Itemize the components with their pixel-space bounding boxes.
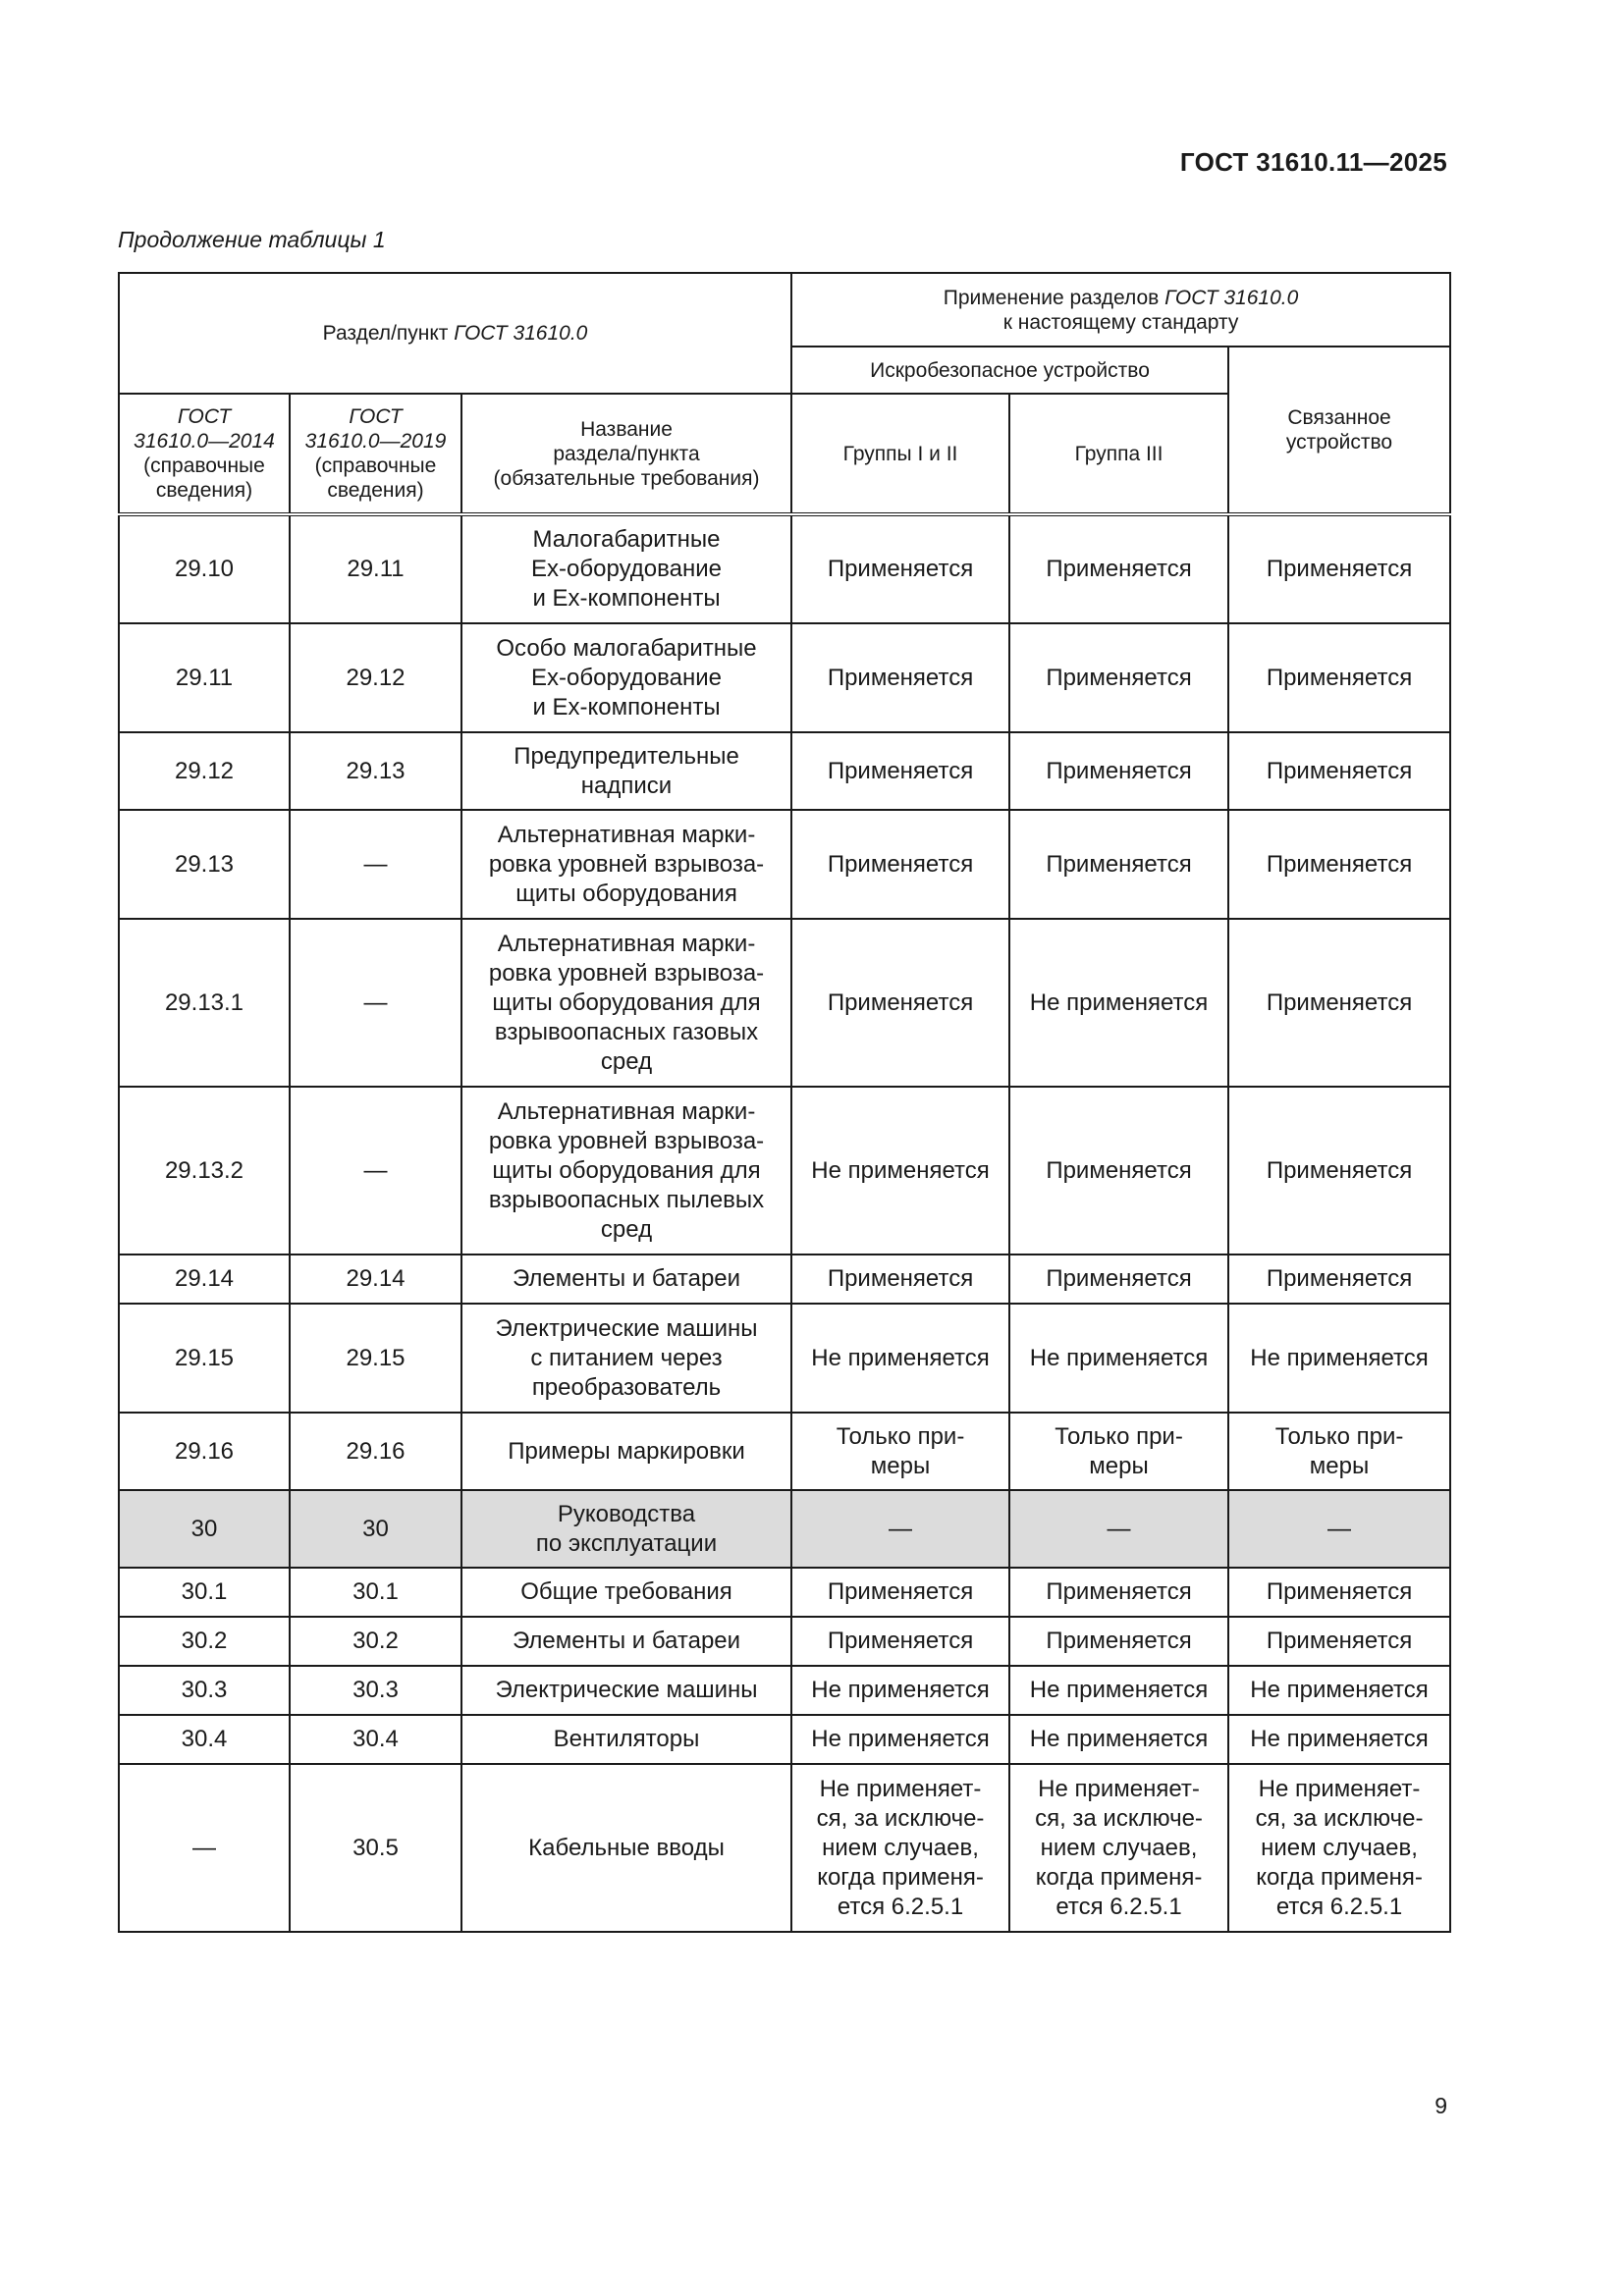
cell-2019: —: [290, 810, 461, 919]
cell-group-3: Не применяется: [1009, 1666, 1228, 1715]
header-application-prefix: Применение разделов: [943, 286, 1165, 309]
cell-2019: 29.14: [290, 1255, 461, 1304]
cell-2014: 30.4: [119, 1715, 290, 1764]
cell-name: Малогабаритные Ех-оборудование и Ех-компоненты: [461, 514, 791, 623]
cell-name: Элементы и батареи: [461, 1617, 791, 1666]
cell-2019: 29.11: [290, 514, 461, 623]
cell-associated: Применяется: [1228, 1568, 1450, 1617]
cell-groups-1-2: Применяется: [791, 919, 1009, 1087]
cell-groups-1-2: Применяется: [791, 1255, 1009, 1304]
cell-associated: Применяется: [1228, 1617, 1450, 1666]
cell-associated: Не применяет- ся, за исключе- нием случаев, когда применя- ется 6.2.5.1: [1228, 1764, 1450, 1932]
cell-2019: 30.5: [290, 1764, 461, 1932]
cell-name: Примеры маркировки: [461, 1413, 791, 1490]
table-row: [119, 919, 1450, 1087]
cell-name: Электрические машины с питанием через преобразователь: [461, 1304, 791, 1413]
cell-associated: Применяется: [1228, 514, 1450, 623]
table-row: [119, 1304, 1450, 1413]
table-row: [119, 1568, 1450, 1617]
table-row: [119, 1666, 1450, 1715]
cell-groups-1-2: Применяется: [791, 810, 1009, 919]
cell-group-3: Применяется: [1009, 1255, 1228, 1304]
cell-groups-1-2: Только при- меры: [791, 1413, 1009, 1490]
table-row: [119, 1490, 1450, 1568]
cell-2019: —: [290, 1087, 461, 1255]
cell-groups-1-2: Применяется: [791, 514, 1009, 623]
table-row: [119, 1617, 1450, 1666]
cell-groups-1-2: Не применяется: [791, 1304, 1009, 1413]
cell-groups-1-2: Применяется: [791, 732, 1009, 810]
cell-name: Вентиляторы: [461, 1715, 791, 1764]
cell-group-3: Применяется: [1009, 623, 1228, 732]
cell-group-3: Применяется: [1009, 1568, 1228, 1617]
cell-2014: 29.13: [119, 810, 290, 919]
cell-group-3: Не применяется: [1009, 1304, 1228, 1413]
table-row: [119, 810, 1450, 919]
cell-groups-1-2: —: [791, 1490, 1009, 1568]
header-associated-device: Связанное устройство: [1228, 347, 1450, 514]
header-col-2014-standard: ГОСТ 31610.0—2014: [134, 405, 275, 453]
cell-2019: 30.2: [290, 1617, 461, 1666]
cell-2019: 29.15: [290, 1304, 461, 1413]
header-application-group: [791, 273, 1450, 347]
cell-2019: 30.3: [290, 1666, 461, 1715]
table-row: [119, 1087, 1450, 1255]
table-row: [119, 514, 1450, 623]
cell-2019: 30.1: [290, 1568, 461, 1617]
table-row: [119, 1413, 1450, 1490]
header-section-standard: ГОСТ 31610.0: [454, 322, 588, 345]
cell-associated: Применяется: [1228, 919, 1450, 1087]
cell-2014: 30.3: [119, 1666, 290, 1715]
header-application-standard: ГОСТ 31610.0: [1164, 286, 1299, 309]
cell-2014: 29.15: [119, 1304, 290, 1413]
cell-associated: Применяется: [1228, 810, 1450, 919]
cell-2019: 30: [290, 1490, 461, 1568]
header-section-prefix: Раздел/пункт: [322, 322, 455, 345]
cell-2019: 29.16: [290, 1413, 461, 1490]
header-col-2019: [290, 394, 461, 514]
cell-name: Общие требования: [461, 1568, 791, 1617]
cell-name: Предупредительные надписи: [461, 732, 791, 810]
cell-associated: —: [1228, 1490, 1450, 1568]
cell-2014: 30: [119, 1490, 290, 1568]
cell-group-3: Не применяется: [1009, 1715, 1228, 1764]
cell-2014: 30.1: [119, 1568, 290, 1617]
cell-associated: Применяется: [1228, 1255, 1450, 1304]
table-body: [119, 514, 1450, 1932]
document-code: ГОСТ 31610.11—2025: [1179, 147, 1447, 177]
table-row: [119, 732, 1450, 810]
table-caption: Продолжение таблицы 1: [118, 227, 386, 252]
header-col-name: Название раздела/пункта (обязательные требования): [461, 394, 791, 514]
header-application-suffix: к настоящему стандарту: [1002, 310, 1239, 334]
header-col-2019-note: (справочные сведения): [314, 454, 437, 502]
table-row: [119, 1255, 1450, 1304]
cell-groups-1-2: Применяется: [791, 1568, 1009, 1617]
cell-name: Особо малогабаритные Ех-оборудование и Ех-компоненты: [461, 623, 791, 732]
cell-group-3: Применяется: [1009, 1617, 1228, 1666]
cell-2014: 29.13.1: [119, 919, 290, 1087]
cell-group-3: Не применяет- ся, за исключе- нием случаев, когда применя- ется 6.2.5.1: [1009, 1764, 1228, 1932]
cell-group-3: Не применяется: [1009, 919, 1228, 1087]
header-intrinsic-device: Искробезопасное устройство: [791, 347, 1228, 394]
cell-groups-1-2: Применяется: [791, 623, 1009, 732]
cell-groups-1-2: Не применяется: [791, 1087, 1009, 1255]
cell-group-3: Применяется: [1009, 1087, 1228, 1255]
table-row: [119, 1715, 1450, 1764]
cell-2014: 29.16: [119, 1413, 290, 1490]
cell-2014: —: [119, 1764, 290, 1932]
cell-2014: 29.13.2: [119, 1087, 290, 1255]
cell-groups-1-2: Применяется: [791, 1617, 1009, 1666]
cell-name: Альтернативная марки- ровка уровней взрывоза- щиты оборудования: [461, 810, 791, 919]
header-col-group-3: Группа III: [1009, 394, 1228, 514]
cell-2014: 29.10: [119, 514, 290, 623]
cell-associated: Применяется: [1228, 1087, 1450, 1255]
table-row: [119, 1764, 1450, 1932]
header-col-2014: [119, 394, 290, 514]
cell-group-3: Применяется: [1009, 732, 1228, 810]
cell-2019: 30.4: [290, 1715, 461, 1764]
cell-associated: Только при- меры: [1228, 1413, 1450, 1490]
cell-group-3: Только при- меры: [1009, 1413, 1228, 1490]
requirements-table: [118, 272, 1451, 1933]
cell-associated: Не применяется: [1228, 1304, 1450, 1413]
cell-2014: 30.2: [119, 1617, 290, 1666]
cell-associated: Не применяется: [1228, 1715, 1450, 1764]
cell-associated: Не применяется: [1228, 1666, 1450, 1715]
cell-group-3: Применяется: [1009, 514, 1228, 623]
cell-associated: Применяется: [1228, 732, 1450, 810]
cell-group-3: Применяется: [1009, 810, 1228, 919]
cell-2019: —: [290, 919, 461, 1087]
header-col-groups-1-2: Группы I и II: [791, 394, 1009, 514]
table-row: [119, 623, 1450, 732]
page-number: 9: [1435, 2093, 1447, 2118]
cell-name: Кабельные вводы: [461, 1764, 791, 1932]
cell-2014: 29.12: [119, 732, 290, 810]
cell-groups-1-2: Не применяется: [791, 1666, 1009, 1715]
cell-name: Руководства по эксплуатации: [461, 1490, 791, 1568]
cell-2014: 29.11: [119, 623, 290, 732]
header-section-group: [119, 273, 791, 394]
header-col-2014-note: (справочные сведения): [143, 454, 265, 502]
cell-name: Альтернативная марки- ровка уровней взрывоза- щиты оборудования для взрывоопасных газовых сред: [461, 919, 791, 1087]
cell-associated: Применяется: [1228, 623, 1450, 732]
cell-name: Электрические машины: [461, 1666, 791, 1715]
cell-name: Элементы и батареи: [461, 1255, 791, 1304]
cell-2019: 29.13: [290, 732, 461, 810]
cell-name: Альтернативная марки- ровка уровней взрывоза- щиты оборудования для взрывоопасных пылевых сред: [461, 1087, 791, 1255]
cell-2014: 29.14: [119, 1255, 290, 1304]
cell-group-3: —: [1009, 1490, 1228, 1568]
cell-groups-1-2: Не применяет- ся, за исключе- нием случаев, когда применя- ется 6.2.5.1: [791, 1764, 1009, 1932]
cell-2019: 29.12: [290, 623, 461, 732]
header-col-2019-standard: ГОСТ 31610.0—2019: [304, 405, 447, 453]
cell-groups-1-2: Не применяется: [791, 1715, 1009, 1764]
